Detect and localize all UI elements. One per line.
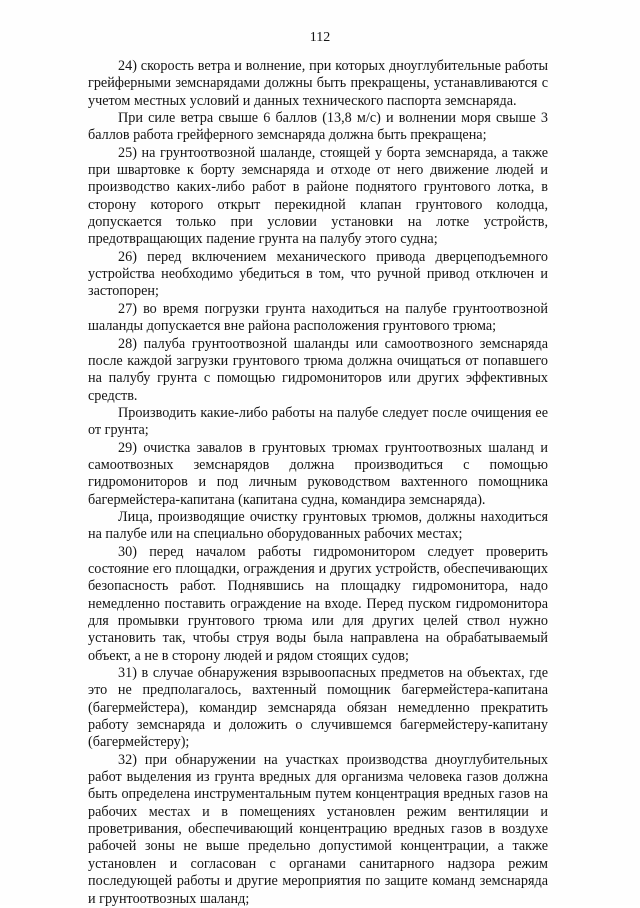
page-number: 112: [309, 30, 331, 45]
paragraph-item-29: 29) очистка завалов в грунтовых трюмах грунтоотвозных шаланд и самоотвозных земснарядов должна производиться с помощью гидромониторов и под личным руководством вахтенного помощника багермейстера-капитана (капитана судна, командира земснаряда).: [88, 439, 548, 508]
paragraph-wind-limit: При силе ветра свыше 6 баллов (13,8 м/с) и волнении моря свыше 3 баллов работа грейферного земснаряда должна быть прекращена;: [88, 110, 548, 144]
document-body: [88, 58, 548, 908]
paragraph-item-31: 31) в случае обнаружения взрывоопасных предметов на объектах, где это не предполагалось, вахтенный помощник багермейстера-капитана (багермейстера), командир земснаряда обязан немедленно прекратить работу земснаряда и доложить о случившемся багермейстеру-капитану (багермейстеру);: [88, 665, 548, 751]
paragraph-item-32: 32) при обнаружении на участках производства дноуглубительных работ выделения из грунта вредных для организма человека газов должна быть определена инструментальным путем концентрация вредных газов на рабочих местах и в помещениях установлен режим вентиляции и проветривания, обеспечивающий концентрацию вредных газов в воздухе рабочей зоны не выше предельно допустимой концентрации, а также установлен и согласован с органами санитарного надзора режим последующей работы и другие мероприятия по защите команд земснаряда и грунтоотвозных шаланд;: [88, 751, 548, 907]
paragraph-item-28: 28) палуба грунтоотвозной шаланды или самоотвозного земснаряда после каждой загрузки грунтового трюма должна очищаться от попавшего на палубу грунта с помощью гидромониторов или других эффективных средств.: [88, 335, 548, 404]
paragraph-item-30: 30) перед началом работы гидромонитором следует проверить состояние его площадки, ограждения и других устройств, обеспечивающих безопасность работ. Поднявшись на площадку гидромонитора, надо немедленно поставить ограждение на входе. Перед пуском гидромонитора для промывки грунтового трюма или для других целей ствол нужно установить так, чтобы струя воды была направлена на обрабатываемый объект, а не в сторону людей и рядом стоящих судов;: [88, 543, 548, 664]
paragraph-item-25: 25) на грунтоотвозной шаланде, стоящей у борта земснаряда, а также при швартовке к борту земснаряда и отходе от него движение людей и производство каких-либо работ в районе поднятого грунтового лотка, в сторону которого открыт перекидной клапан грунтового колодца, допускается только при условии установки на лотке устройств, предотвращающих падение грунта на палубу этого судна;: [88, 144, 548, 248]
paragraph-item-26: 26) перед включением механического привода дверцеподъемного устройства необходимо убедиться в том, что ручной привод отключен и застопорен;: [88, 248, 548, 300]
paragraph-deck-cleaning: Производить какие-либо работы на палубе следует после очищения ее от грунта;: [88, 404, 548, 439]
paragraph-item-27: 27) во время погрузки грунта находиться на палубе грунтоотвозной шаланды допускается вне района расположения грунтового трюма;: [88, 300, 548, 335]
paragraph-item-24: 24) скорость ветра и волнение, при которых дноуглубительные работы грейферными земснарядами должны быть прекращены, устанавливаются с учетом местных условий и данных технического паспорта земснаряда.: [88, 58, 548, 109]
paragraph-hold-cleaning-persons: Лица, производящие очистку грунтовых трюмов, должны находиться на палубе или на специально оборудованных рабочих местах;: [88, 508, 548, 543]
